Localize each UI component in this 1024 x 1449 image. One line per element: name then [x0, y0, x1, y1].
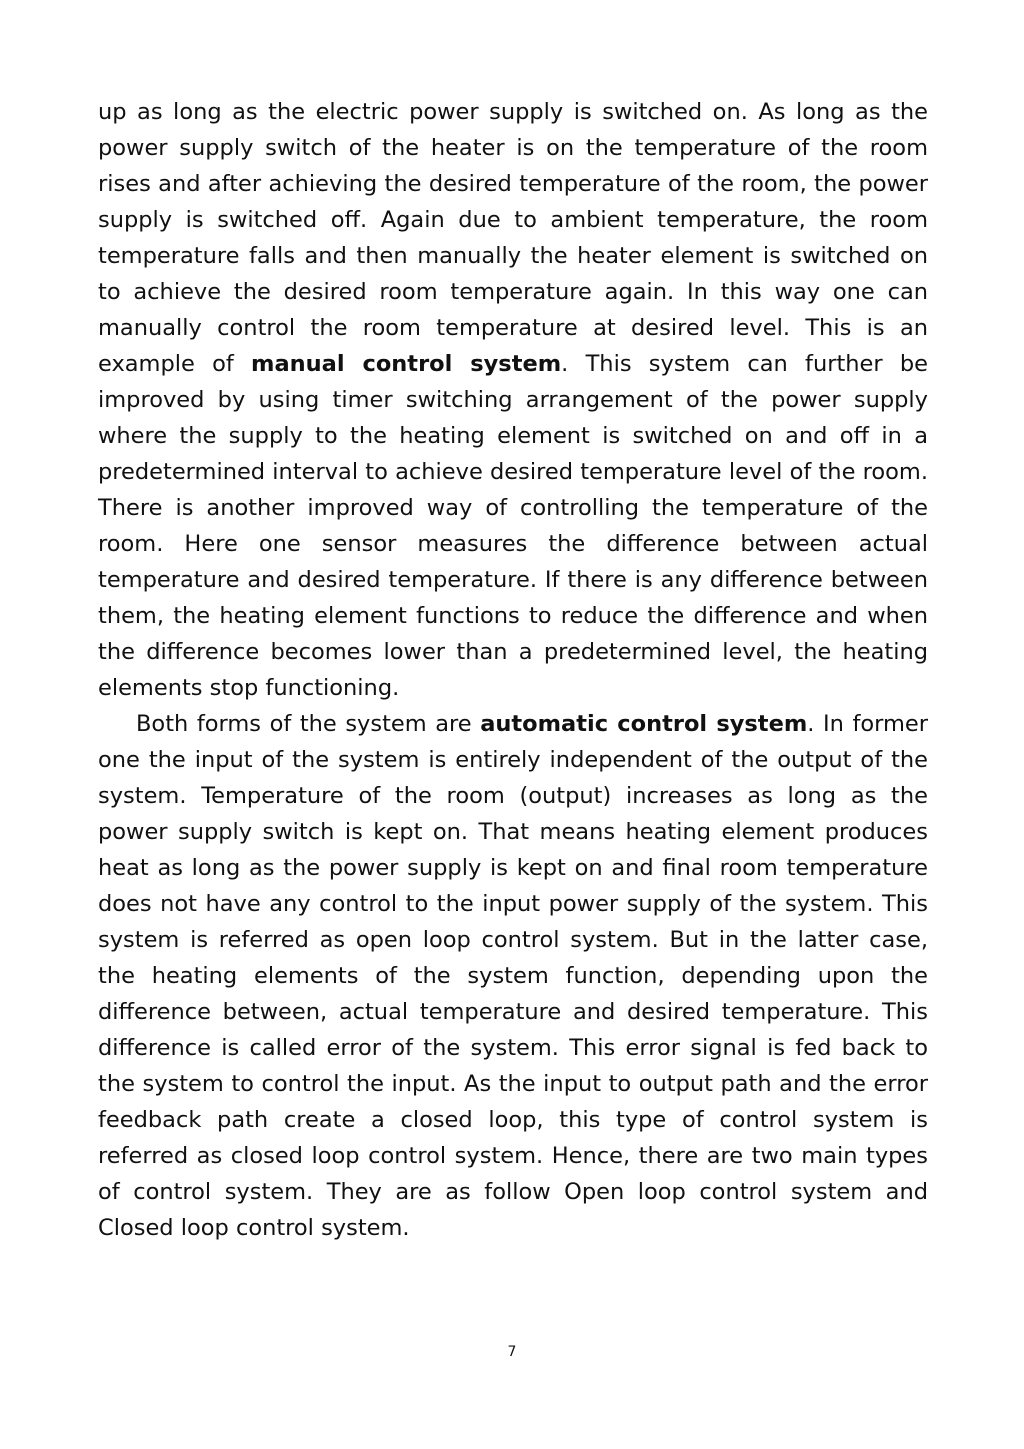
page-number: 7 — [507, 1344, 517, 1360]
paragraph-1-text-b: . This system can further be improved by using timer switching arrangement of the power supply where the supply to the heating element is switched on and off in a predetermined interval to achieve desired temperature level of the room. There is another improved way of controlling the temperature of the room. Here one sensor measures the difference between actual temperature and desired temperature. If there is any difference between them, the heating element functions to reduce the difference and when the difference becomes lower than a predetermined level, the heating elements stop functioning. — [98, 351, 928, 701]
paragraph-manual-control — [98, 94, 928, 706]
paragraph-1-text-a: up as long as the electric power supply is switched on. As long as the power supply switch of the heater is on the temperature of the room rises and after achieving the desired temperature of the room, the power supply is switched off. Again due to ambient temperature, the room temperature falls and then manually the heater element is switched on to achieve the desired room temperature again. In this way one can manually control the room temperature at desired level. This is an example of — [98, 99, 928, 377]
paragraph-2-text-a: Both forms of the system are — [136, 711, 481, 737]
term-manual-control-system: manual control system — [251, 351, 562, 377]
body-text — [98, 94, 928, 1246]
paragraph-automatic-control — [98, 706, 928, 1246]
term-automatic-control-system: automatic control system — [480, 711, 808, 737]
paragraph-2-text-b: . In former one the input of the system is entirely independent of the output of the system. Temperature of the room (output) increases as long as the power supply switch is kept on. That means heating element produces heat as long as the power supply is kept on and final room temperature does not have any control to the input power supply of the system. This system is referred as open loop control system. But in the latter case, the heating elements of the system function, depending upon the difference between, actual temperature and desired temperature. This difference is called error of the system. This error signal is fed back to the system to control the input. As the input to output path and the error feedback path create a closed loop, this type of control system is referred as closed loop control system. Hence, there are two main types of control system. They are as follow Open loop control system and Closed loop control system. — [98, 711, 929, 1241]
